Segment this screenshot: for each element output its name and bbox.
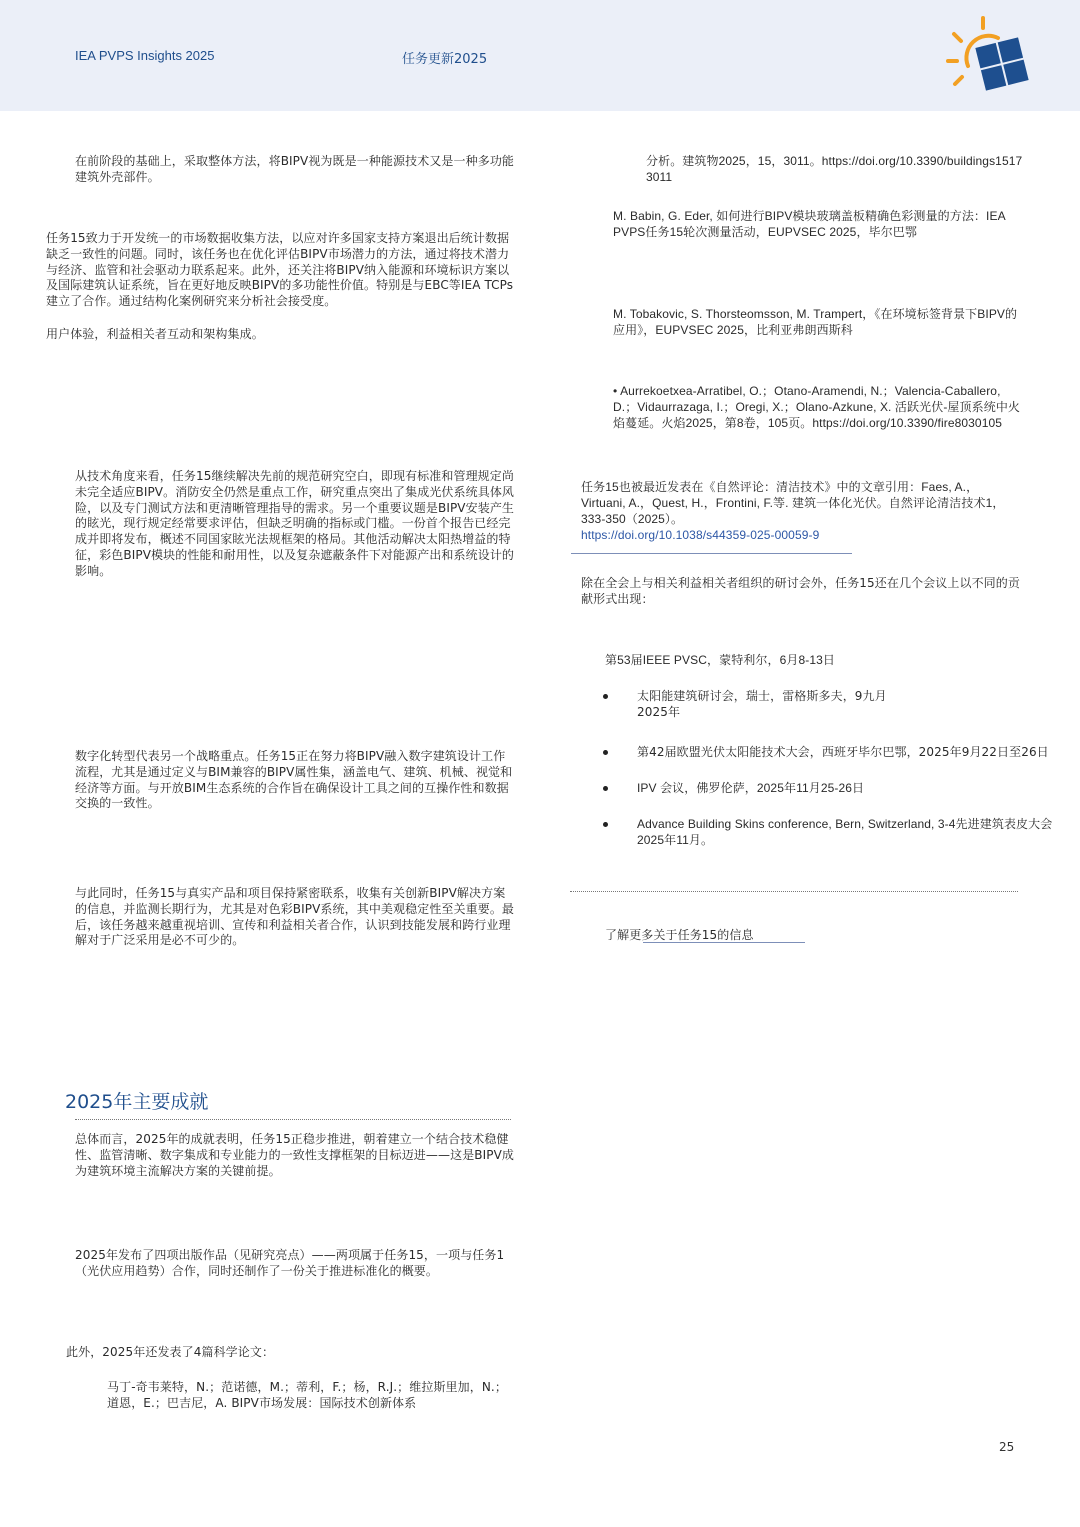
learn-more-underline: [643, 942, 805, 943]
reference-market-development: 马丁-奇韦莱特，N.；范诺德，M.；蒂利，F.；杨，R.J.；维拉斯里加，N.；道恩，E.；巴吉尼，A. BIPV市场发展：国际技术创新体系: [107, 1380, 507, 1410]
report-title: IEA PVPS Insights 2025: [75, 48, 215, 63]
reference-aurrekoetxea: • Aurrekoetxea-Arratibel, O.；Otano-Aramendi, N.；Valencia-Caballero, D.；Vidaurrazaga, I.；Oregi, X.；Olano-Azkune, X. 活跃光伏-屋顶系统中火焰蔓延。火焰2025，第8卷，105页。https://doi.org/10.3390/fire8030105: [613, 384, 1021, 430]
iea-pvps-logo-icon: [940, 14, 1040, 104]
paragraph-real-products: 与此同时，任务15与真实产品和项目保持紧密联系，收集有关创新BIPV解决方案的信息，并监测长期行为，尤其是对色彩BIPV系统，其中美观稳定性至关重要。最后，该任务越来越重视培训、宣传和利益相关者合作，认识到技能发展和跨行业理解对于广泛采用是必不可少的。: [75, 886, 515, 948]
page-header: [0, 0, 1080, 111]
heading-divider: [75, 1119, 511, 1120]
section-title: 任务更新2025: [402, 52, 488, 67]
section-divider: [570, 891, 1018, 892]
reference-tobakovic: M. Tobakovic, S. Thorsteomsson, M. Trampert，《在环境标签背景下BIPV的应用》，EUPVSEC 2025，比利亚弗朗西斯科: [613, 307, 1018, 337]
bullet-icon: [603, 750, 611, 758]
paragraph-holistic-approach: 在前阶段的基础上，采取整体方法，将BIPV视为既是一种能源技术又是一种多功能建筑外壳部件。: [75, 154, 515, 184]
paragraph-nature-reviews: 任务15也被最近发表在《自然评论：清洁技术》中的文章引用：Faes, A.，Virtuani, A.，Quest, H.，Frontini, F.等. 建筑一体化光伏。自然评论清洁技术1，333-350（2025）。: [581, 480, 1005, 526]
paragraph-digital-transformation: 数字化转型代表另一个战略重点。任务15正在努力将BIPV融入数字建筑设计工作流程，尤其是通过定义与BIM兼容的BIPV属性集，涵盖电气、建筑、机械、视觉和经济等方面。与开放BIM生态系统的合作旨在确保设计工具之间的互操作性和数据交换的一致性。: [75, 749, 513, 811]
nature-reviews-doi-link[interactable]: https://doi.org/10.1038/s44359-025-00059-9: [581, 528, 820, 542]
bullet-icon: [603, 822, 611, 830]
page-number: 25: [999, 1440, 1015, 1454]
reference-buildings-continued: 分析。建筑物2025，15，3011。https://doi.org/10.3390/buildings15173011: [646, 154, 1023, 184]
paragraph-market-data: 任务15致力于开发统一的市场数据收集方法，以应对许多国家支持方案退出后统计数据缺乏一致性的问题。同时，该任务也在优化评估BIPV市场潜力的方法，通过将技术潜力与经济、监管和社会驱动力联系起来。此外，还关注将BIPV纳入能源和环境标识方案以及国际建筑认证系统，旨在更好地反映BIPV的多功能性价值。特别是与EBC等IEA TCPs建立了合作。通过结构化案例研究来分析社会接受度。: [46, 231, 514, 309]
paragraph-user-experience: 用户体验，利益相关者互动和架构集成。: [46, 327, 264, 341]
reference-babin-eder: M. Babin, G. Eder, 如何进行BIPV模块玻璃盖板精确色彩测量的方法：IEA PVPS任务15轮次测量活动，EUPVSEC 2025，毕尔巴鄂: [613, 209, 1006, 239]
conference-item-4: Advance Building Skins conference, Bern, Switzerland, 3-4先进建筑表皮大会2025年11月。: [637, 817, 1053, 847]
paragraph-summary: 总体而言，2025年的成就表明，任务15正稳步推进，朝着建立一个结合技术稳健性、监管清晰、数字集成和专业能力的一致性支撑框架的目标迈进——这是BIPV成为建筑环境主流解决方案的关键前提。: [75, 1132, 515, 1178]
bullet-icon: [603, 694, 611, 702]
paragraph-conferences-intro: 除在全会上与相关利益相关者组织的研讨会外，任务15还在几个会议上以不同的贡献形式出现：: [581, 576, 1020, 606]
bullet-icon: [603, 786, 611, 794]
conference-ieee-pvsc: 第53届IEEE PVSC，蒙特利尔，6月8-13日: [605, 653, 835, 667]
conference-item-2: 第42届欧盟光伏太阳能技术大会，西班牙毕尔巴鄂，2025年9月22日至26日: [637, 745, 1049, 759]
learn-more-link[interactable]: 了解更多关于任务15的信息: [605, 928, 754, 942]
conference-item-1: 太阳能建筑研讨会，瑞士，雷格斯多夫，9九月2025年: [637, 689, 887, 719]
conference-item-3: IPV 会议，佛罗伦萨，2025年11月25-26日: [637, 781, 865, 795]
paragraph-technical-perspective: 从技术角度来看，任务15继续解决先前的规范研究空白，即现有标准和管理规定尚未完全适应BIPV。消防安全仍然是重点工作，研究重点突出了集成光伏系统具体风险，以及专门测试方法和更清晰管理指导的需求。另一个重要议题是BIPV安装产生的眩光，现行规定经常要求评估，但缺乏明确的指标或门槛。一份首个报告已经完成并即将发布，概述不同国家眩光法规框架的格局。其他活动解决太阳热增益的特征，彩色BIPV模块的性能和耐用性，以及复杂遮蔽条件下对能源产出和系统设计的影响。: [75, 469, 515, 578]
paragraph-publications: 2025年发布了四项出版作品（见研究亮点）——两项属于任务15，一项与任务1（光伏应用趋势）合作，同时还制作了一份关于推进标准化的概要。: [75, 1248, 505, 1278]
paragraph-papers-intro: 此外，2025年还发表了4篇科学论文：: [66, 1345, 275, 1359]
link-underline: [571, 553, 852, 554]
section-heading-achievements: 2025年主要成就: [65, 1091, 209, 1113]
